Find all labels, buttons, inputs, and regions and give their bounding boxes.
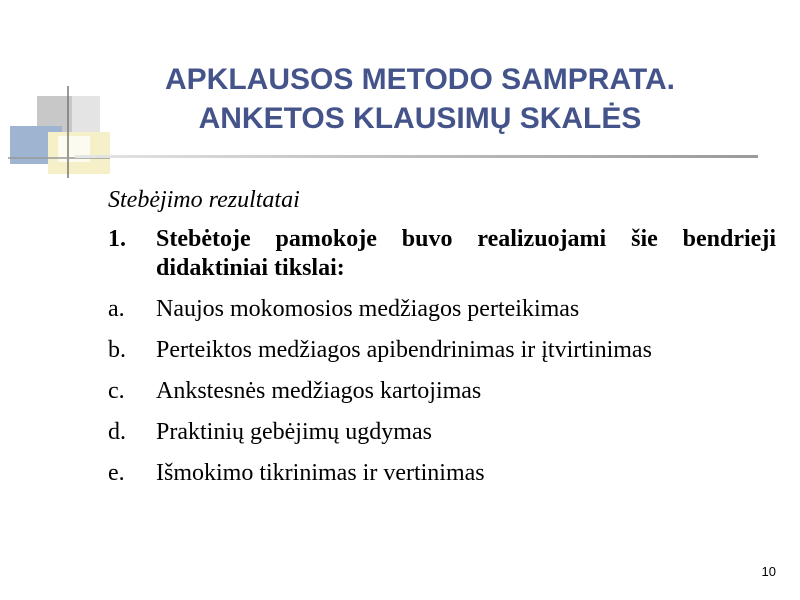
page-number: 10 bbox=[761, 564, 776, 579]
list-marker: c. bbox=[108, 378, 125, 404]
list-marker: a. bbox=[108, 296, 125, 322]
list-item-text: Praktinių gebėjimų ugdymas bbox=[156, 419, 432, 445]
list-item bbox=[108, 225, 776, 283]
list-item bbox=[108, 377, 776, 406]
subheading: Stebėjimo rezultatai bbox=[108, 187, 300, 213]
list-marker: b. bbox=[108, 337, 126, 363]
list-marker: d. bbox=[108, 419, 126, 445]
list-marker: e. bbox=[108, 460, 125, 486]
list-item-text: Perteiktos medžiagos apibendrinimas ir įtvirtinimas bbox=[156, 337, 652, 363]
list-item bbox=[108, 295, 776, 324]
slide-title-line-1: APKLAUSOS METODO SAMPRATA. bbox=[164, 63, 675, 96]
title-divider bbox=[75, 155, 758, 158]
list-item bbox=[108, 459, 776, 488]
list-marker: 1. bbox=[108, 226, 126, 252]
slide-title bbox=[120, 60, 720, 138]
list-item-text: Naujos mokomosios medžiagos perteikimas bbox=[156, 296, 580, 322]
list-item-text: Stebėtoje pamokoje buvo realizuojami šie bendrieji didaktiniai tikslai: bbox=[156, 226, 776, 281]
deco-square-lightgray bbox=[72, 96, 100, 132]
list-item bbox=[108, 418, 776, 447]
slide-title-line-2: ANKETOS KLAUSIMŲ SKALĖS bbox=[198, 102, 642, 135]
list-item bbox=[108, 336, 776, 365]
list-item-text: Ankstesnės medžiagos kartojimas bbox=[156, 378, 482, 404]
list-item-text: Išmokimo tikrinimas ir vertinimas bbox=[156, 460, 485, 486]
slide-body bbox=[108, 186, 776, 500]
